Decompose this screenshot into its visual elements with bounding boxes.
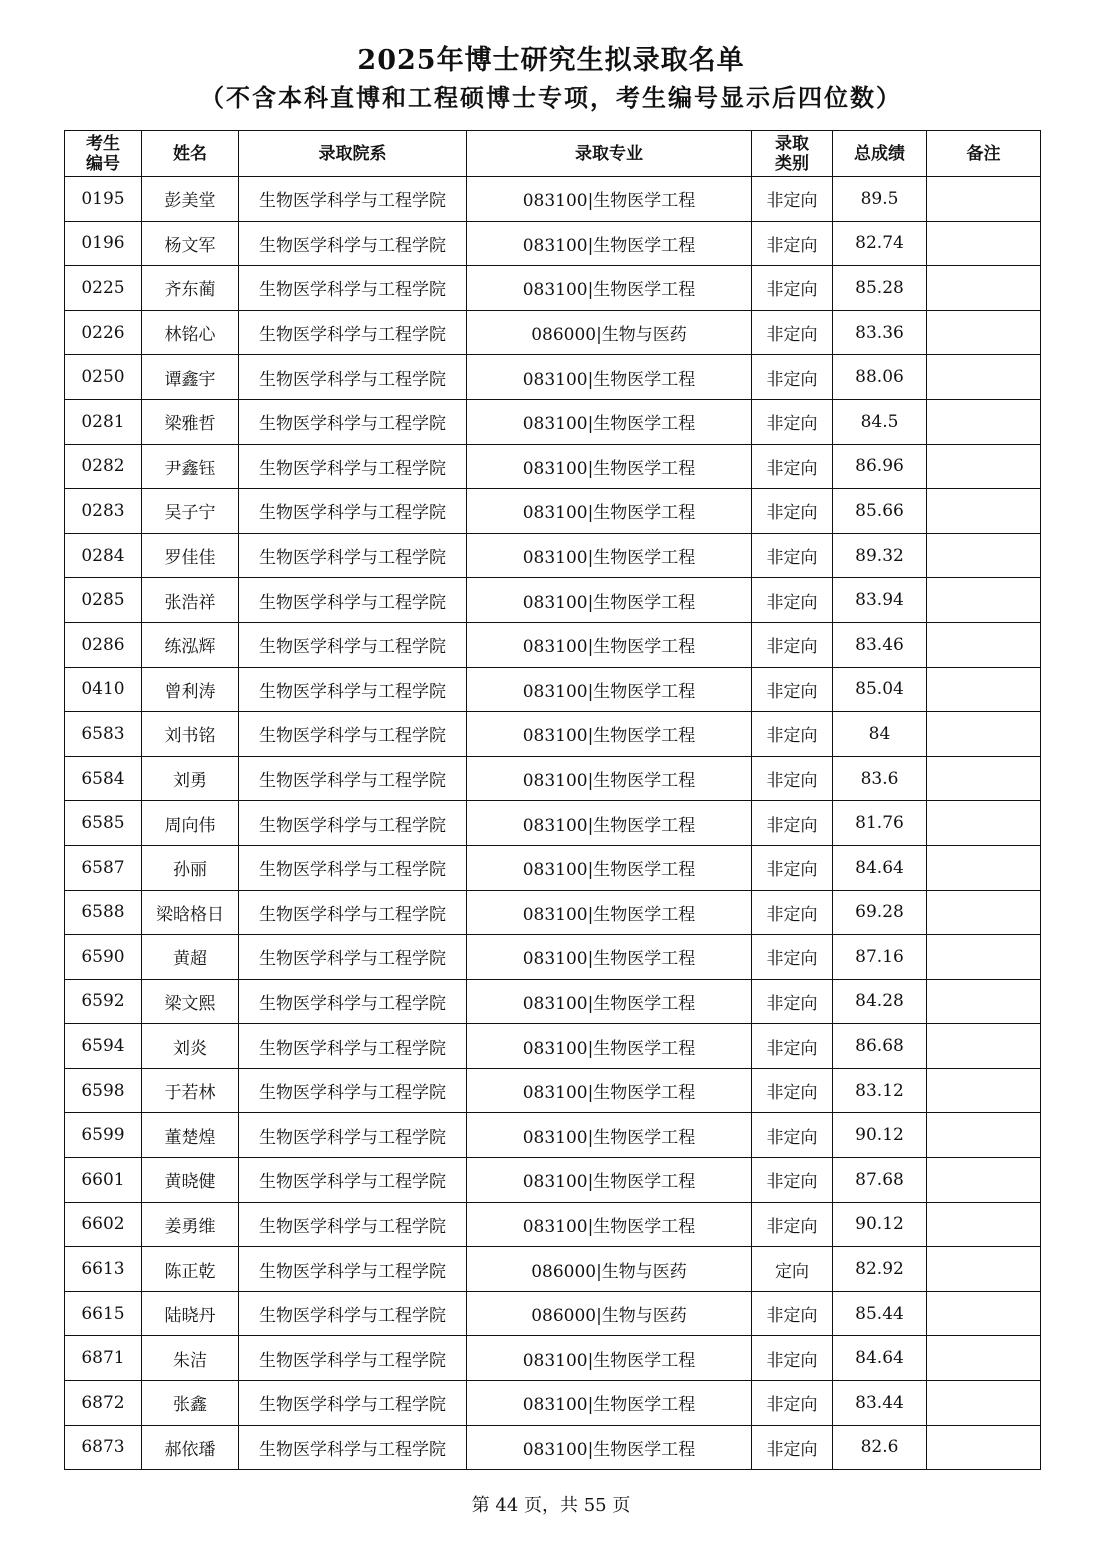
table-row [65,979,1041,1024]
cell-candidate-id: 6599 [65,1113,142,1158]
cell-remarks [927,1202,1041,1247]
cell-department: 生物医学科学与工程学院 [239,266,467,311]
cell-remarks [927,845,1041,890]
cell-department: 生物医学科学与工程学院 [239,756,467,801]
cell-total-score: 87.68 [833,1158,927,1203]
cell-department: 生物医学科学与工程学院 [239,1024,467,1069]
cell-major: 083100|生物医学工程 [467,578,752,623]
cell-department: 生物医学科学与工程学院 [239,1202,467,1247]
cell-admission-type: 非定向 [752,756,833,801]
cell-total-score: 83.44 [833,1381,927,1426]
page-subtitle: （不含本科直博和工程硕博士专项，考生编号显示后四位数） [200,83,902,112]
cell-total-score: 85.44 [833,1291,927,1336]
table-row [65,1202,1041,1247]
cell-remarks [927,578,1041,623]
table-row [65,1247,1041,1292]
cell-name: 孙丽 [142,845,239,890]
cell-remarks [927,533,1041,578]
cell-candidate-id: 6598 [65,1068,142,1113]
cell-department: 生物医学科学与工程学院 [239,935,467,980]
cell-remarks [927,355,1041,400]
cell-major: 083100|生物医学工程 [467,979,752,1024]
table-row [65,622,1041,667]
header-remarks: 备注 [927,131,1041,177]
table-row [65,712,1041,757]
cell-candidate-id: 6594 [65,1024,142,1069]
header-name: 姓名 [142,131,239,177]
cell-major: 083100|生物医学工程 [467,1113,752,1158]
cell-name: 刘炎 [142,1024,239,1069]
cell-admission-type: 非定向 [752,935,833,980]
cell-total-score: 84.64 [833,845,927,890]
cell-remarks [927,1381,1041,1426]
cell-name: 黄晓健 [142,1158,239,1203]
cell-admission-type: 非定向 [752,444,833,489]
cell-admission-type: 非定向 [752,310,833,355]
cell-remarks [927,1336,1041,1381]
table-row [65,890,1041,935]
cell-major: 083100|生物医学工程 [467,177,752,222]
cell-candidate-id: 0196 [65,221,142,266]
cell-department: 生物医学科学与工程学院 [239,979,467,1024]
cell-remarks [927,667,1041,712]
cell-admission-type: 非定向 [752,1291,833,1336]
page-title: 2025年博士研究生拟录取名单 [357,45,745,76]
cell-total-score: 83.12 [833,1068,927,1113]
table-row [65,578,1041,623]
cell-major: 083100|生物医学工程 [467,1068,752,1113]
cell-major: 083100|生物医学工程 [467,845,752,890]
cell-name: 齐东蔺 [142,266,239,311]
cell-remarks [927,622,1041,667]
cell-department: 生物医学科学与工程学院 [239,533,467,578]
cell-admission-type: 非定向 [752,1113,833,1158]
table-row [65,399,1041,444]
cell-candidate-id: 6872 [65,1381,142,1426]
cell-total-score: 84.28 [833,979,927,1024]
cell-candidate-id: 0195 [65,177,142,222]
cell-name: 林铭心 [142,310,239,355]
cell-candidate-id: 0285 [65,578,142,623]
cell-candidate-id: 6583 [65,712,142,757]
cell-total-score: 89.32 [833,533,927,578]
table-row [65,1113,1041,1158]
cell-admission-type: 非定向 [752,979,833,1024]
cell-remarks [927,221,1041,266]
cell-admission-type: 非定向 [752,533,833,578]
cell-admission-type: 非定向 [752,489,833,534]
table-row [65,845,1041,890]
cell-major: 083100|生物医学工程 [467,890,752,935]
cell-total-score: 82.6 [833,1425,927,1470]
cell-department: 生物医学科学与工程学院 [239,890,467,935]
cell-remarks [927,489,1041,534]
cell-admission-type: 非定向 [752,622,833,667]
cell-remarks [927,177,1041,222]
cell-name: 张浩祥 [142,578,239,623]
cell-total-score: 69.28 [833,890,927,935]
cell-admission-type: 非定向 [752,801,833,846]
cell-major: 083100|生物医学工程 [467,712,752,757]
header-major: 录取专业 [467,131,752,177]
cell-admission-type: 非定向 [752,1425,833,1470]
cell-department: 生物医学科学与工程学院 [239,801,467,846]
cell-candidate-id: 0286 [65,622,142,667]
cell-department: 生物医学科学与工程学院 [239,1068,467,1113]
cell-remarks [927,979,1041,1024]
cell-candidate-id: 0226 [65,310,142,355]
cell-admission-type: 非定向 [752,177,833,222]
cell-total-score: 84 [833,712,927,757]
cell-name: 姜勇维 [142,1202,239,1247]
header-candidate-id: 考生编号 [65,131,142,177]
table-row [65,1291,1041,1336]
cell-name: 刘勇 [142,756,239,801]
table-row [65,489,1041,534]
page-number: 第 44 页，共 55 页 [471,1495,631,1516]
table-row [65,801,1041,846]
cell-major: 083100|生物医学工程 [467,801,752,846]
cell-total-score: 84.5 [833,399,927,444]
cell-total-score: 82.92 [833,1247,927,1292]
cell-name: 黄超 [142,935,239,980]
cell-total-score: 82.74 [833,221,927,266]
table-row [65,221,1041,266]
cell-admission-type: 非定向 [752,1024,833,1069]
cell-remarks [927,1024,1041,1069]
cell-candidate-id: 6590 [65,935,142,980]
header-department: 录取院系 [239,131,467,177]
cell-name: 刘书铭 [142,712,239,757]
cell-major: 083100|生物医学工程 [467,489,752,534]
cell-total-score: 84.64 [833,1336,927,1381]
cell-department: 生物医学科学与工程学院 [239,1425,467,1470]
cell-name: 于若林 [142,1068,239,1113]
cell-department: 生物医学科学与工程学院 [239,489,467,534]
cell-total-score: 85.66 [833,489,927,534]
cell-major: 083100|生物医学工程 [467,622,752,667]
cell-name: 谭鑫宇 [142,355,239,400]
cell-total-score: 87.16 [833,935,927,980]
cell-name: 周向伟 [142,801,239,846]
table-row [65,533,1041,578]
cell-name: 梁文熙 [142,979,239,1024]
cell-admission-type: 非定向 [752,221,833,266]
cell-admission-type: 定向 [752,1247,833,1292]
cell-major: 083100|生物医学工程 [467,355,752,400]
cell-department: 生物医学科学与工程学院 [239,221,467,266]
cell-remarks [927,890,1041,935]
cell-name: 曾利涛 [142,667,239,712]
cell-name: 陆晓丹 [142,1291,239,1336]
cell-admission-type: 非定向 [752,1336,833,1381]
cell-name: 梁晗格日 [142,890,239,935]
table-row [65,444,1041,489]
table-row [65,266,1041,311]
cell-admission-type: 非定向 [752,1202,833,1247]
table-row [65,1024,1041,1069]
cell-name: 练泓辉 [142,622,239,667]
cell-name: 杨文军 [142,221,239,266]
cell-name: 陈正乾 [142,1247,239,1292]
cell-candidate-id: 0281 [65,399,142,444]
cell-major: 083100|生物医学工程 [467,935,752,980]
cell-major: 083100|生物医学工程 [467,444,752,489]
cell-name: 张鑫 [142,1381,239,1426]
cell-candidate-id: 6584 [65,756,142,801]
cell-remarks [927,801,1041,846]
cell-admission-type: 非定向 [752,1381,833,1426]
cell-total-score: 83.6 [833,756,927,801]
cell-candidate-id: 0282 [65,444,142,489]
cell-major: 083100|生物医学工程 [467,1381,752,1426]
cell-candidate-id: 6592 [65,979,142,1024]
cell-admission-type: 非定向 [752,399,833,444]
cell-major: 083100|生物医学工程 [467,1336,752,1381]
cell-admission-type: 非定向 [752,355,833,400]
cell-department: 生物医学科学与工程学院 [239,310,467,355]
table-body [65,177,1041,1470]
cell-candidate-id: 0410 [65,667,142,712]
cell-major: 083100|生物医学工程 [467,533,752,578]
cell-major: 083100|生物医学工程 [467,266,752,311]
cell-remarks [927,712,1041,757]
cell-total-score: 90.12 [833,1113,927,1158]
cell-name: 郝依璠 [142,1425,239,1470]
cell-total-score: 90.12 [833,1202,927,1247]
cell-major: 083100|生物医学工程 [467,1024,752,1069]
cell-remarks [927,399,1041,444]
table-row [65,310,1041,355]
cell-total-score: 85.04 [833,667,927,712]
table-row [65,177,1041,222]
cell-department: 生物医学科学与工程学院 [239,1247,467,1292]
cell-major: 083100|生物医学工程 [467,667,752,712]
cell-candidate-id: 6585 [65,801,142,846]
cell-remarks [927,1291,1041,1336]
cell-major: 086000|生物与医药 [467,1247,752,1292]
cell-candidate-id: 0284 [65,533,142,578]
cell-total-score: 86.96 [833,444,927,489]
cell-name: 朱洁 [142,1336,239,1381]
cell-candidate-id: 6601 [65,1158,142,1203]
cell-name: 梁雅哲 [142,399,239,444]
cell-candidate-id: 6871 [65,1336,142,1381]
cell-admission-type: 非定向 [752,1158,833,1203]
cell-department: 生物医学科学与工程学院 [239,845,467,890]
cell-remarks [927,1247,1041,1292]
cell-major: 086000|生物与医药 [467,310,752,355]
cell-name: 彭美堂 [142,177,239,222]
cell-remarks [927,756,1041,801]
cell-total-score: 83.94 [833,578,927,623]
cell-remarks [927,1158,1041,1203]
table-row [65,756,1041,801]
cell-department: 生物医学科学与工程学院 [239,622,467,667]
cell-department: 生物医学科学与工程学院 [239,1158,467,1203]
cell-department: 生物医学科学与工程学院 [239,177,467,222]
cell-admission-type: 非定向 [752,712,833,757]
cell-total-score: 83.36 [833,310,927,355]
table-row [65,1381,1041,1426]
cell-name: 吴子宁 [142,489,239,534]
cell-admission-type: 非定向 [752,667,833,712]
table-row [65,1425,1041,1470]
cell-major: 083100|生物医学工程 [467,1158,752,1203]
cell-name: 尹鑫钰 [142,444,239,489]
cell-name: 罗佳佳 [142,533,239,578]
cell-total-score: 86.68 [833,1024,927,1069]
cell-total-score: 88.06 [833,355,927,400]
cell-department: 生物医学科学与工程学院 [239,712,467,757]
cell-candidate-id: 6873 [65,1425,142,1470]
cell-remarks [927,1113,1041,1158]
cell-department: 生物医学科学与工程学院 [239,667,467,712]
cell-candidate-id: 6615 [65,1291,142,1336]
cell-department: 生物医学科学与工程学院 [239,399,467,444]
cell-candidate-id: 6602 [65,1202,142,1247]
cell-department: 生物医学科学与工程学院 [239,355,467,400]
cell-total-score: 83.46 [833,622,927,667]
table-row [65,667,1041,712]
cell-remarks [927,1425,1041,1470]
cell-department: 生物医学科学与工程学院 [239,1336,467,1381]
cell-remarks [927,444,1041,489]
table-row [65,935,1041,980]
cell-admission-type: 非定向 [752,845,833,890]
cell-remarks [927,935,1041,980]
cell-name: 董楚煌 [142,1113,239,1158]
cell-department: 生物医学科学与工程学院 [239,578,467,623]
cell-total-score: 81.76 [833,801,927,846]
header-total-score: 总成绩 [833,131,927,177]
cell-candidate-id: 6588 [65,890,142,935]
cell-department: 生物医学科学与工程学院 [239,1381,467,1426]
header-admission-type: 录取类别 [752,131,833,177]
cell-candidate-id: 0250 [65,355,142,400]
cell-admission-type: 非定向 [752,266,833,311]
cell-department: 生物医学科学与工程学院 [239,1291,467,1336]
cell-major: 083100|生物医学工程 [467,399,752,444]
cell-department: 生物医学科学与工程学院 [239,1113,467,1158]
cell-major: 083100|生物医学工程 [467,1425,752,1470]
cell-department: 生物医学科学与工程学院 [239,444,467,489]
table-header-row [65,131,1041,177]
table-row [65,1158,1041,1203]
admission-table [64,130,1041,1470]
table-row [65,1068,1041,1113]
cell-admission-type: 非定向 [752,578,833,623]
cell-major: 086000|生物与医药 [467,1291,752,1336]
cell-candidate-id: 6587 [65,845,142,890]
cell-admission-type: 非定向 [752,890,833,935]
cell-candidate-id: 0283 [65,489,142,534]
cell-remarks [927,1068,1041,1113]
cell-admission-type: 非定向 [752,1068,833,1113]
cell-candidate-id: 6613 [65,1247,142,1292]
table-row [65,355,1041,400]
cell-major: 083100|生物医学工程 [467,756,752,801]
cell-remarks [927,310,1041,355]
cell-total-score: 85.28 [833,266,927,311]
cell-remarks [927,266,1041,311]
table-row [65,1336,1041,1381]
cell-major: 083100|生物医学工程 [467,221,752,266]
cell-major: 083100|生物医学工程 [467,1202,752,1247]
cell-total-score: 89.5 [833,177,927,222]
cell-candidate-id: 0225 [65,266,142,311]
